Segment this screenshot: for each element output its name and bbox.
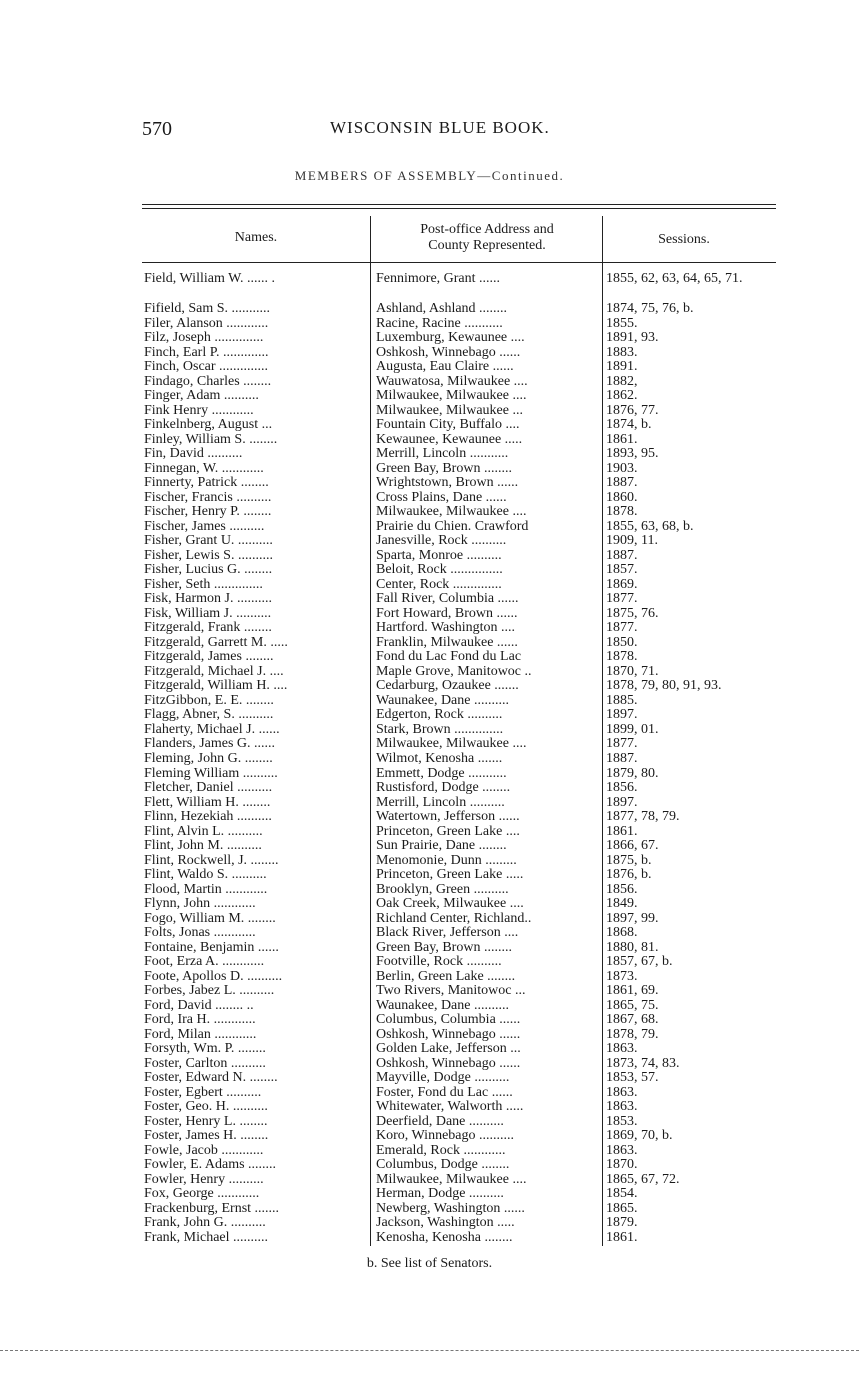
member-sessions: 1863. <box>606 1085 638 1100</box>
member-sessions: 1857. <box>606 563 638 578</box>
member-address: Milwaukee, Milwaukee .... <box>376 1172 527 1187</box>
member-address: Fort Howard, Brown ...... <box>376 606 518 621</box>
column-header-names: Names. <box>234 230 278 245</box>
table-row <box>142 737 782 752</box>
table-row <box>142 404 782 419</box>
member-address: Oshkosh, Winnebago ...... <box>376 345 521 360</box>
member-address: Emmett, Dodge ........... <box>376 766 507 781</box>
table-row <box>142 1231 782 1246</box>
table-row <box>142 1144 782 1159</box>
member-name: Foster, Egbert .......... <box>144 1085 262 1100</box>
member-sessions: 1875, b. <box>606 853 652 868</box>
member-name: Foote, Apollos D. .......... <box>144 969 283 984</box>
table-row <box>142 810 782 825</box>
table-top-rule-2 <box>142 208 776 209</box>
scan-edge-mark <box>0 1350 859 1353</box>
member-name: Fitzgerald, William H. .... <box>144 679 288 694</box>
member-address: Stark, Brown .............. <box>376 722 504 737</box>
member-address: Sun Prairie, Dane ........ <box>376 839 507 854</box>
member-sessions: 1870, 71. <box>606 664 659 679</box>
member-address: Oshkosh, Winnebago ...... <box>376 1027 521 1042</box>
member-sessions: 1891, 93. <box>606 331 659 346</box>
member-sessions: 1903. <box>606 461 638 476</box>
table-row <box>142 1173 782 1188</box>
member-name: Forsyth, Wm. P. ........ <box>144 1042 266 1057</box>
member-address: Augusta, Eau Claire ...... <box>376 360 514 375</box>
member-address: Two Rivers, Manitowoc ... <box>376 984 526 999</box>
member-name: Fin, David .......... <box>144 447 243 462</box>
member-address: Fall River, Columbia ...... <box>376 592 519 607</box>
member-name: Flint, John M. .......... <box>144 839 262 854</box>
member-address: Waunakee, Dane .......... <box>376 998 509 1013</box>
table-row <box>142 955 782 970</box>
member-address: Princeton, Green Lake ..... <box>376 868 524 883</box>
member-sessions: 1862. <box>606 389 638 404</box>
member-sessions: 1875, 76. <box>606 606 659 621</box>
member-address: Prairie du Chien. Crawford <box>376 519 529 534</box>
member-sessions: 1877. <box>606 621 638 636</box>
table-row <box>142 941 782 956</box>
member-address: Luxemburg, Kewaunee .... <box>376 331 525 346</box>
member-address: Green Bay, Brown ........ <box>376 940 512 955</box>
member-sessions: 1879. <box>606 1216 638 1231</box>
member-name: Fitzgerald, Frank ........ <box>144 621 272 636</box>
member-address: Wauwatosa, Milwaukee .... <box>376 374 528 389</box>
table-row <box>142 418 782 433</box>
member-address: Center, Rock .............. <box>376 577 502 592</box>
table-row <box>142 694 782 709</box>
member-name: Foster, Henry L. ........ <box>144 1114 268 1129</box>
member-name: Foster, James H. ........ <box>144 1129 269 1144</box>
table-top-rule <box>142 204 776 205</box>
member-name: Flood, Martin ............ <box>144 882 268 897</box>
member-name: Fontaine, Benjamin ...... <box>144 940 279 955</box>
table-row <box>142 796 782 811</box>
member-address: Milwaukee, Milwaukee .... <box>376 505 527 520</box>
member-name: Fitzgerald, Michael J. .... <box>144 664 284 679</box>
member-name: Fifield, Sam S. ........... <box>144 302 271 316</box>
table-row <box>142 1187 782 1202</box>
member-sessions: 1866, 67. <box>606 839 659 854</box>
member-sessions: 1883. <box>606 345 638 360</box>
member-address: Richland Center, Richland.. <box>376 911 532 926</box>
member-name: FitzGibbon, E. E. ........ <box>144 693 274 708</box>
member-name: Fischer, Henry P. ........ <box>144 505 272 520</box>
table-row <box>142 839 782 854</box>
table-row <box>142 825 782 840</box>
member-address: Princeton, Green Lake .... <box>376 824 520 839</box>
member-sessions: 1870. <box>606 1158 638 1173</box>
member-name: Frackenburg, Ernst ....... <box>144 1201 280 1216</box>
member-address: Golden Lake, Jefferson ... <box>376 1042 521 1057</box>
member-address: Foster, Fond du Lac ...... <box>376 1085 513 1100</box>
table-row <box>142 679 782 694</box>
member-sessions: 1887. <box>606 548 638 563</box>
member-sessions: 1879, 80. <box>606 766 659 781</box>
page-number: 570 <box>142 118 172 140</box>
member-name: Flanders, James G. ...... <box>144 737 276 752</box>
member-address: Maple Grove, Manitowoc .. <box>376 664 532 679</box>
member-address: Herman, Dodge .......... <box>376 1187 504 1202</box>
member-sessions: 1869. <box>606 577 638 592</box>
table-row <box>142 520 782 535</box>
table-row <box>142 1216 782 1231</box>
member-sessions: 1873, 74, 83. <box>606 1056 680 1071</box>
member-sessions: 1897. <box>606 708 638 723</box>
member-sessions: 1853. <box>606 1114 638 1129</box>
member-address: Merrill, Lincoln .......... <box>376 795 505 810</box>
table-row <box>142 984 782 999</box>
member-name: Fisher, Grant U. .......... <box>144 534 273 549</box>
member-sessions: 1855. <box>606 316 638 331</box>
member-name: Fisk, William J. .......... <box>144 606 272 621</box>
member-sessions: 1865, 75. <box>606 998 659 1013</box>
table-row <box>142 476 782 491</box>
member-address: Cedarburg, Ozaukee ....... <box>376 679 519 694</box>
member-sessions: 1876, b. <box>606 868 652 883</box>
member-address: Koro, Winnebago .......... <box>376 1129 514 1144</box>
table-row <box>142 621 782 636</box>
table-row <box>142 767 782 782</box>
member-sessions: 1860. <box>606 490 638 505</box>
member-address: Whitewater, Walworth ..... <box>376 1100 524 1115</box>
running-title: WISCONSIN BLUE BOOK. <box>330 118 550 137</box>
member-sessions: 1887. <box>606 476 638 491</box>
table-row <box>142 970 782 985</box>
member-name: Filz, Joseph .............. <box>144 331 264 346</box>
table-row <box>142 868 782 883</box>
member-name: Finch, Oscar .............. <box>144 360 269 375</box>
member-sessions: 1869, 70, b. <box>606 1129 673 1144</box>
member-sessions: 1861. <box>606 824 638 839</box>
column-header-sessions: Sessions. <box>658 232 710 247</box>
member-name: Foot, Erza A. ............ <box>144 955 265 970</box>
member-name: Flaherty, Michael J. ...... <box>144 722 280 737</box>
member-name: Flynn, John ............ <box>144 897 256 912</box>
table-row <box>142 636 782 651</box>
member-name: Fisher, Lewis S. .......... <box>144 548 273 563</box>
member-address: Janesville, Rock .......... <box>376 534 507 549</box>
member-address: Merrill, Lincoln ........... <box>376 447 509 462</box>
member-address: Berlin, Green Lake ........ <box>376 969 516 984</box>
member-sessions: 1873. <box>606 969 638 984</box>
member-sessions: 1891. <box>606 360 638 375</box>
table-row <box>142 1071 782 1086</box>
member-name: Flint, Alvin L. .......... <box>144 824 263 839</box>
member-name: Flint, Rockwell, J. ........ <box>144 853 279 868</box>
table-row <box>142 1158 782 1173</box>
table-row <box>142 999 782 1014</box>
member-address: Rustisford, Dodge ........ <box>376 781 511 796</box>
table-row <box>142 447 782 462</box>
table-row <box>142 389 782 404</box>
column-header-address-line1: Post-office Address and <box>420 222 554 237</box>
table-row <box>142 883 782 898</box>
member-sessions: 1854. <box>606 1187 638 1202</box>
member-name: Flinn, Hezekiah .......... <box>144 810 272 825</box>
member-sessions: 1856. <box>606 882 638 897</box>
member-name: Frank, Michael .......... <box>144 1231 269 1245</box>
member-address: Wrightstown, Brown ...... <box>376 476 519 491</box>
member-sessions: 1878. <box>606 650 638 665</box>
member-name: Fowle, Jacob ............ <box>144 1143 264 1158</box>
table-row <box>142 607 782 622</box>
member-address: Menomonie, Dunn ......... <box>376 853 517 868</box>
member-address: Franklin, Milwaukee ...... <box>376 635 518 650</box>
member-table-body <box>142 272 782 1246</box>
member-name: Ford, Milan ............ <box>144 1027 257 1042</box>
member-sessions: 1849. <box>606 897 638 912</box>
member-sessions: 1863. <box>606 1100 638 1115</box>
member-sessions: 1856. <box>606 781 638 796</box>
member-sessions: 1850. <box>606 635 638 650</box>
member-sessions: 1878. <box>606 505 638 520</box>
member-address: Emerald, Rock ............ <box>376 1143 506 1158</box>
member-name: Fisk, Harmon J. .......... <box>144 592 272 607</box>
table-row <box>142 1086 782 1101</box>
member-name: Finley, William S. ........ <box>144 432 278 447</box>
member-name: Frank, John G. .......... <box>144 1216 266 1231</box>
member-sessions: 1887. <box>606 751 638 766</box>
member-address: Watertown, Jefferson ...... <box>376 810 520 825</box>
table-row <box>142 592 782 607</box>
member-sessions: 1877. <box>606 737 638 752</box>
table-row <box>142 331 782 346</box>
member-sessions: 1861. <box>606 432 638 447</box>
member-name: Fink Henry ............ <box>144 403 254 418</box>
table-row <box>142 752 782 767</box>
member-address: Mayville, Dodge .......... <box>376 1071 510 1086</box>
table-row <box>142 1057 782 1072</box>
table-row <box>142 854 782 869</box>
table-row <box>142 462 782 477</box>
table-row <box>142 1202 782 1217</box>
member-name: Finch, Earl P. ............. <box>144 345 269 360</box>
member-name: Fleming, John G. ........ <box>144 751 273 766</box>
member-sessions: 1909, 11. <box>606 534 658 549</box>
table-row <box>142 549 782 564</box>
member-sessions: 1899, 01. <box>606 722 659 737</box>
member-address: Wilmot, Kenosha ....... <box>376 751 503 766</box>
member-address: Newberg, Washington ...... <box>376 1201 525 1216</box>
member-address: Hartford. Washington .... <box>376 621 515 636</box>
table-row <box>142 723 782 738</box>
table-header-rule <box>142 262 776 263</box>
member-address: Kewaunee, Kewaunee ..... <box>376 432 523 447</box>
member-name: Finnerty, Patrick ........ <box>144 476 269 491</box>
member-sessions: 1865. <box>606 1201 638 1216</box>
member-sessions: 1878, 79, 80, 91, 93. <box>606 679 722 694</box>
table-row <box>142 708 782 723</box>
member-sessions: 1880, 81. <box>606 940 659 955</box>
member-address: Jackson, Washington ..... <box>376 1216 515 1231</box>
member-sessions: 1861, 69. <box>606 984 659 999</box>
member-address: Ashland, Ashland ........ <box>376 302 508 316</box>
member-name: Fisher, Lucius G. ........ <box>144 563 273 578</box>
member-name: Fisher, Seth .............. <box>144 577 263 592</box>
member-name: Ford, David ........ .. <box>144 998 254 1013</box>
member-name: Filer, Alanson ............ <box>144 316 269 331</box>
member-name: Ford, Ira H. ............ <box>144 1013 256 1028</box>
member-name: Flett, William H. ........ <box>144 795 271 810</box>
member-name: Fischer, James .......... <box>144 519 265 534</box>
table-row <box>142 926 782 941</box>
member-name: Finnegan, W. ............ <box>144 461 264 476</box>
member-address: Beloit, Rock ............... <box>376 563 503 578</box>
member-sessions: 1877, 78, 79. <box>606 810 680 825</box>
table-row <box>142 317 782 332</box>
member-address: Milwaukee, Milwaukee ... <box>376 403 523 418</box>
table-row <box>142 534 782 549</box>
member-name: Fleming William .......... <box>144 766 278 781</box>
member-sessions: 1878, 79. <box>606 1027 659 1042</box>
member-sessions: 1876, 77. <box>606 403 659 418</box>
member-address: Green Bay, Brown ........ <box>376 461 512 476</box>
member-address: Oshkosh, Winnebago ...... <box>376 1056 521 1071</box>
table-row <box>142 1042 782 1057</box>
column-header-address-line2: County Represented. <box>428 238 546 253</box>
member-sessions: 1861. <box>606 1231 638 1245</box>
member-name: Fitzgerald, Garrett M. ..... <box>144 635 288 650</box>
table-row <box>142 578 782 593</box>
table-row <box>142 505 782 520</box>
member-address: Columbus, Columbia ...... <box>376 1013 521 1028</box>
table-row <box>142 912 782 927</box>
table-row <box>142 781 782 796</box>
member-sessions: 1865, 67, 72. <box>606 1172 680 1187</box>
member-name: Fischer, Francis .......... <box>144 490 272 505</box>
member-name: Forbes, Jabez L. .......... <box>144 984 275 999</box>
table-row <box>142 1100 782 1115</box>
member-name: Finkelnberg, August ... <box>144 418 273 433</box>
member-sessions: 1897, 99. <box>606 911 659 926</box>
member-sessions: 1863. <box>606 1143 638 1158</box>
table-row <box>142 491 782 506</box>
member-sessions: 1855, 63, 68, b. <box>606 519 694 534</box>
member-name: Fox, George ............ <box>144 1187 260 1202</box>
table-row <box>142 665 782 680</box>
table-row <box>142 1013 782 1028</box>
member-name: Foster, Geo. H. .......... <box>144 1100 268 1115</box>
member-address: Oak Creek, Milwaukee .... <box>376 897 524 912</box>
member-address: Footville, Rock .......... <box>376 955 502 970</box>
member-sessions: 1853, 57. <box>606 1071 659 1086</box>
member-name: Fowler, E. Adams ........ <box>144 1158 277 1173</box>
member-address: Kenosha, Kenosha ........ <box>376 1231 513 1245</box>
member-address: Fennimore, Grant ...... <box>376 272 501 286</box>
member-address: Deerfield, Dane .......... <box>376 1114 504 1129</box>
table-row <box>142 1028 782 1043</box>
table-row <box>142 1115 782 1130</box>
member-sessions: 1863. <box>606 1042 638 1057</box>
member-name: Flagg, Abner, S. .......... <box>144 708 274 723</box>
member-sessions: 1893, 95. <box>606 447 659 462</box>
member-address: Fountain City, Buffalo .... <box>376 418 520 433</box>
member-name: Fogo, William M. ........ <box>144 911 276 926</box>
member-sessions: 1885. <box>606 693 638 708</box>
member-sessions: 1897. <box>606 795 638 810</box>
table-row <box>142 563 782 578</box>
member-address: Black River, Jefferson .... <box>376 926 519 941</box>
member-address: Columbus, Dodge ........ <box>376 1158 510 1173</box>
member-address: Cross Plains, Dane ...... <box>376 490 507 505</box>
member-address: Racine, Racine ........... <box>376 316 503 331</box>
member-name: Fowler, Henry .......... <box>144 1172 264 1187</box>
member-address: Brooklyn, Green .......... <box>376 882 509 897</box>
member-address: Waunakee, Dane .......... <box>376 693 509 708</box>
member-name: Folts, Jonas ............ <box>144 926 256 941</box>
table-row <box>142 897 782 912</box>
member-address: Milwaukee, Milwaukee .... <box>376 737 527 752</box>
column-header-address <box>372 222 602 254</box>
member-sessions: 1855, 62, 63, 64, 65, 71. <box>606 272 743 286</box>
member-address: Sparta, Monroe .......... <box>376 548 502 563</box>
member-name: Fletcher, Daniel .......... <box>144 781 273 796</box>
member-sessions: 1867, 68. <box>606 1013 659 1028</box>
member-name: Findago, Charles ........ <box>144 374 272 389</box>
member-address: Fond du Lac Fond du Lac <box>376 650 522 665</box>
table-row <box>142 650 782 665</box>
member-name: Fitzgerald, James ........ <box>144 650 274 665</box>
footnote: b. See list of Senators. <box>366 1256 493 1271</box>
table-row <box>142 375 782 390</box>
member-name: Finger, Adam .......... <box>144 389 259 404</box>
table-row <box>142 272 782 302</box>
member-sessions: 1868. <box>606 926 638 941</box>
member-sessions: 1874, b. <box>606 418 652 433</box>
member-sessions: 1877. <box>606 592 638 607</box>
member-name: Foster, Edward N. ........ <box>144 1071 278 1086</box>
table-row <box>142 360 782 375</box>
member-sessions: 1874, 75, 76, b. <box>606 302 694 316</box>
table-row <box>142 1129 782 1144</box>
table-row <box>142 302 782 317</box>
member-sessions: 1882, <box>606 374 638 389</box>
member-name: Flint, Waldo S. .......... <box>144 868 267 883</box>
table-row <box>142 433 782 448</box>
member-name: Field, William W. ...... . <box>144 272 276 286</box>
member-name: Foster, Carlton .......... <box>144 1056 266 1071</box>
table-row <box>142 346 782 361</box>
member-address: Edgerton, Rock .......... <box>376 708 503 723</box>
member-sessions: 1857, 67, b. <box>606 955 673 970</box>
member-address: Milwaukee, Milwaukee .... <box>376 389 527 404</box>
page-subtitle: MEMBERS OF ASSEMBLY—Continued. <box>294 168 565 183</box>
